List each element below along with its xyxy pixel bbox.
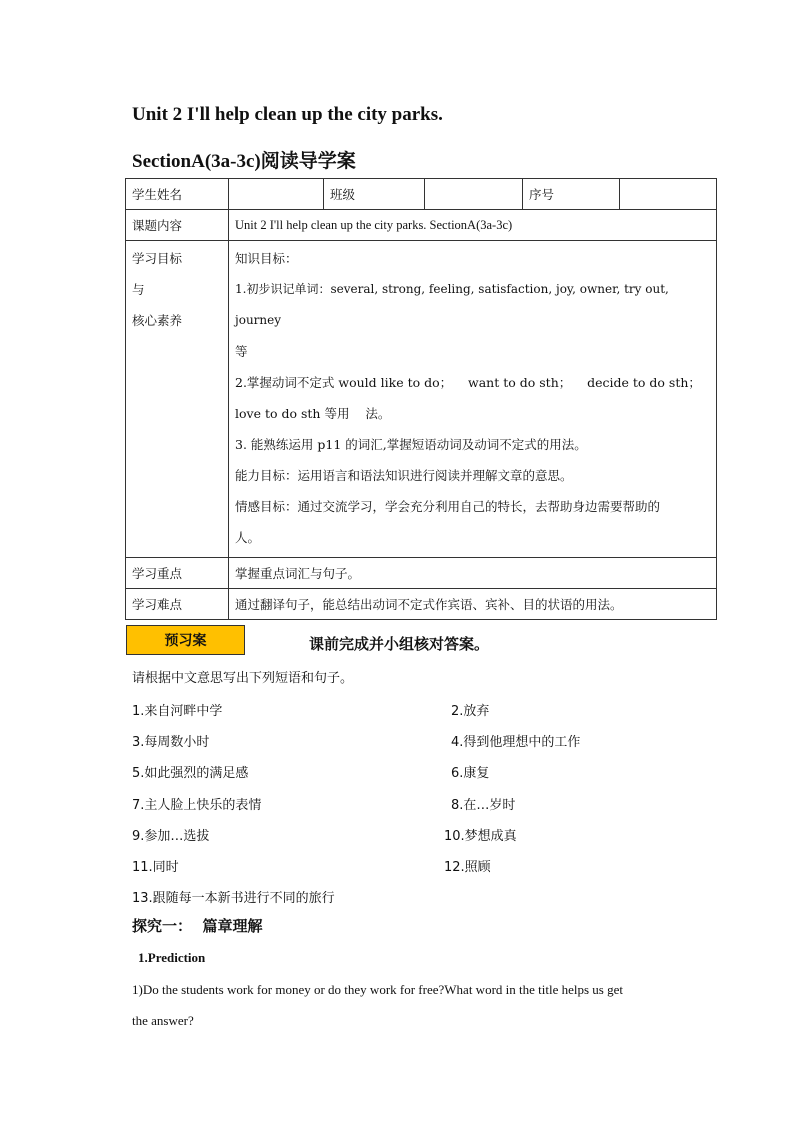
topic-label: 课题内容 bbox=[126, 210, 229, 241]
list-item: 5.如此强烈的满足感 bbox=[132, 766, 249, 781]
preview-section-badge: 预习案 bbox=[126, 625, 245, 655]
list-item: 6.康复 bbox=[451, 766, 490, 781]
class-label: 班级 bbox=[324, 179, 425, 210]
goal-line: 能力目标：运用语言和语法知识进行阅读并理解文章的意思。 bbox=[235, 468, 573, 483]
list-item: 10.梦想成真 bbox=[444, 829, 517, 844]
table-row bbox=[126, 241, 717, 558]
goal-line: 1.初步识记单词：several, strong, feeling, satisfaction, joy, owner, try out, journey bbox=[235, 282, 669, 327]
goal-line: love to do sth 等用 法。 bbox=[235, 406, 391, 421]
table-row bbox=[126, 558, 717, 589]
goal-line: 人。 bbox=[235, 530, 261, 545]
info-table bbox=[125, 178, 717, 620]
explore-heading: 探究一： 篇章理解 bbox=[132, 917, 263, 935]
goals-label-line: 与 bbox=[132, 282, 145, 297]
table-row bbox=[126, 210, 717, 241]
question-line: 1)Do the students work for money or do they work for free?What word in the title helps us get bbox=[132, 982, 623, 997]
difficulty-value: 通过翻译句子，能总结出动词不定式作宾语、宾补、目的状语的用法。 bbox=[229, 589, 717, 620]
explore-subheading: 1.Prediction bbox=[138, 950, 206, 965]
class-field[interactable] bbox=[425, 179, 523, 210]
goals-label-line: 核心素养 bbox=[132, 313, 183, 328]
topic-value: Unit 2 I'll help clean up the city parks. SectionA(3a-3c) bbox=[229, 210, 717, 241]
difficulty-label: 学习难点 bbox=[126, 589, 229, 620]
list-item: 7.主人脸上快乐的表情 bbox=[132, 798, 262, 813]
list-item: 2.放弃 bbox=[451, 704, 490, 719]
student-name-field[interactable] bbox=[229, 179, 324, 210]
goal-line: 3. 能熟练运用 p11 的词汇,掌握短语动词及动词不定式的用法。 bbox=[235, 437, 587, 452]
goal-line: 情感目标：通过交流学习，学会充分利用自己的特长，去帮助身边需要帮助的 bbox=[235, 499, 661, 514]
list-item: 9.参加…选拔 bbox=[132, 829, 210, 844]
goal-line: 等 bbox=[235, 344, 248, 359]
preview-instruction: 请根据中文意思写出下列短语和句子。 bbox=[132, 671, 354, 686]
goals-label bbox=[126, 241, 229, 558]
list-item: 12.照顾 bbox=[444, 860, 491, 875]
list-item: 1.来自河畔中学 bbox=[132, 704, 223, 719]
goal-line: 2.掌握动词不定式 would like to do； want to do sth； decide to do sth； bbox=[235, 375, 701, 390]
table-row bbox=[126, 179, 717, 210]
seat-number-field[interactable] bbox=[620, 179, 717, 210]
table-row bbox=[126, 589, 717, 620]
list-item: 4.得到他理想中的工作 bbox=[451, 735, 581, 750]
preview-note: 课前完成并小组核对答案。 bbox=[309, 635, 490, 653]
key-points-value: 掌握重点词汇与句子。 bbox=[229, 558, 717, 589]
list-item: 11.同时 bbox=[132, 860, 179, 875]
page-title: Unit 2 I'll help clean up the city parks. bbox=[132, 104, 443, 125]
list-item: 13.跟随每一本新书进行不同的旅行 bbox=[132, 891, 335, 906]
question-line: the answer? bbox=[132, 1013, 194, 1028]
list-item: 8.在…岁时 bbox=[451, 798, 516, 813]
goals-content bbox=[229, 241, 717, 558]
key-points-label: 学习重点 bbox=[126, 558, 229, 589]
page-subtitle: SectionA(3a-3c)阅读导学案 bbox=[132, 151, 356, 172]
goals-label-line: 学习目标 bbox=[132, 251, 183, 266]
list-item: 3.每周数小时 bbox=[132, 735, 210, 750]
student-name-label: 学生姓名 bbox=[126, 179, 229, 210]
seat-number-label: 序号 bbox=[523, 179, 620, 210]
goal-line: 知识目标： bbox=[235, 251, 298, 266]
